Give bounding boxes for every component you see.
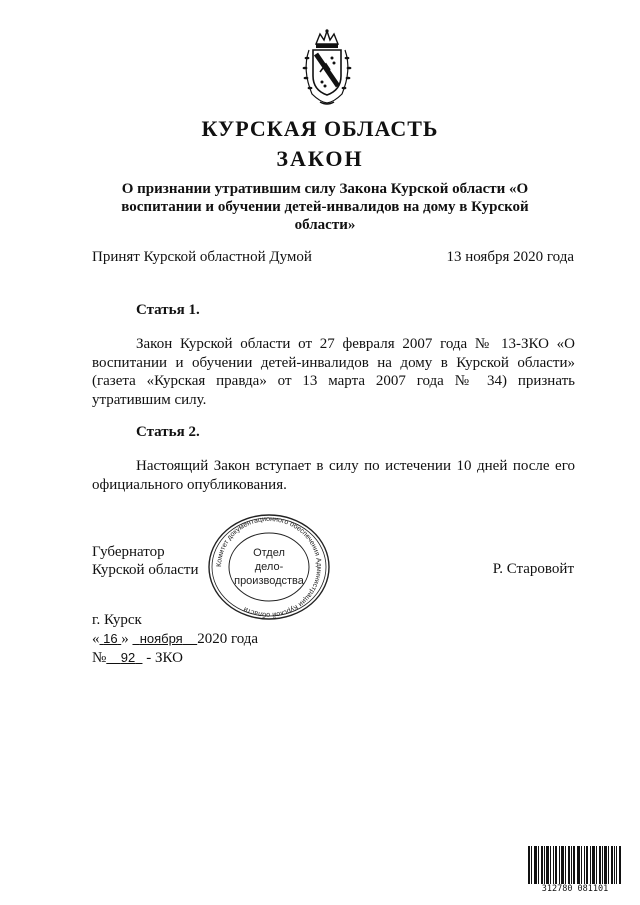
day-quote-open: « [92,631,100,647]
signing-month-value: ноября [139,631,183,646]
number-value-text: 92 [120,650,136,665]
number-suffix: - ЗКО [146,650,183,666]
article-1-text: Закон Курской области от 27 февраля 2007 года № 13-ЗКО «О воспитании и обучении детей-инвалидов на дому в Курской области» (газета «Курская правда» от 13 марта 2007 года № 34) признать утратившим силу. [92,336,575,408]
adopted-date-text: 13 ноября 2020 года [446,249,574,265]
law-subtitle: О признании утратившим силу Закона Курской области «О воспитании и обучении детей-инвалидов на дому в Курской области» [121,181,529,233]
stamp-line-1: Отдел [253,547,285,559]
law-number [92,650,183,667]
barcode-number: 312780 081101 [528,884,622,894]
region-title: КУРСКАЯ ОБЛАСТЬ [201,116,439,141]
signing-date [92,631,258,648]
article-2-title: Статья 2. [136,424,200,440]
office-stamp [205,512,333,622]
position-line-1: Губернатор [92,544,165,560]
position-line-2: Курской области [92,562,199,578]
signing-day [100,631,122,646]
city-text: г. Курск [92,612,142,628]
day-quote-close: » [121,631,129,647]
article-1-title: Статья 1. [136,302,200,318]
signature-position [92,543,198,579]
signing-year: 2020 года [197,631,259,647]
signing-month [132,631,197,646]
stamp-line-2: дело- [254,561,284,573]
number-prefix: № [92,650,107,666]
article-2-text: Настоящий Закон вступает в силу по истечении 10 дней после его официального опубликования. [92,458,575,493]
document-type-title: ЗАКОН [276,146,364,171]
number-value [106,650,142,665]
coat-of-arms-emblem [296,28,358,108]
stamp-line-3: производства [234,575,304,587]
stamp-ring-text: Комитет документационного обеспечения Администрации Курской области [215,515,323,619]
signing-day-value: 16 [103,631,118,646]
signer-name: Р. Старовойт [492,561,574,577]
adopted-by-text: Принят Курской областной Думой [92,249,312,265]
